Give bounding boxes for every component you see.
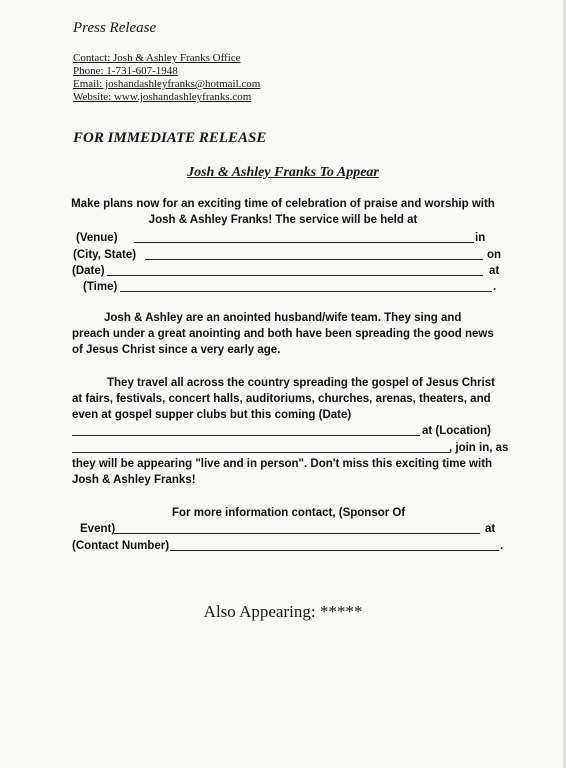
event-suffix: at — [485, 523, 496, 535]
contact-info-line: For more information contact, (Sponsor Of — [172, 507, 406, 519]
also-appearing: Also Appearing: ***** — [203, 602, 363, 621]
venue-blank-line — [134, 242, 474, 243]
date-label: (Date) — [72, 265, 105, 277]
contact-phone: Phone: 1-731-607-1948 — [73, 65, 178, 77]
contact-number-suffix: . — [500, 540, 504, 552]
location-suffix: at (Location) — [422, 425, 491, 437]
venue-suffix: in — [475, 232, 486, 244]
city-blank-line — [145, 259, 483, 260]
time-label: (Time) — [83, 281, 118, 293]
time-blank-line — [120, 291, 492, 292]
event-label: Event) — [80, 523, 116, 535]
headline: Josh & Ashley Franks To Appear — [187, 165, 379, 180]
intro-line-1: Make plans now for an exciting time of celebration of praise and worship with — [71, 198, 495, 210]
event-blank-line — [114, 533, 480, 534]
city-label: (City, State) — [73, 249, 137, 261]
contact-email: Email: joshandashleyfranks@hotmail.com — [73, 78, 261, 90]
document-title: Press Release — [73, 20, 157, 36]
para1-line-3: of Jesus Christ since a very early age. — [72, 344, 281, 356]
para2-line-1: They travel all across the country spreading the gospel of Jesus Christ — [107, 377, 495, 389]
para2-line-7: Josh & Ashley Franks! — [72, 474, 196, 486]
contact-number-label: (Contact Number) — [72, 540, 170, 552]
intro-line-2: Josh & Ashley Franks! The service will be held at — [148, 214, 418, 226]
para1-line-1: Josh & Ashley are an anointed husband/wife team. They sing and — [104, 312, 462, 324]
para2-line-2: at fairs, festivals, concert halls, auditoriums, churches, arenas, theaters, and — [72, 393, 491, 405]
release-label: FOR IMMEDIATE RELEASE — [73, 130, 267, 146]
location-fill-line — [72, 452, 450, 453]
city-suffix: on — [487, 249, 502, 261]
date-suffix: at — [489, 265, 500, 277]
venue-label: (Venue) — [76, 232, 118, 244]
para1-line-2: preach under a great anointing and both have been spreading the good news — [72, 328, 494, 340]
join-suffix: , join in, as — [449, 442, 509, 454]
para2-line-3: even at gospel supper clubs but this coming (Date) — [72, 409, 352, 421]
contact-website: Website: www.joshandashleyfranks.com — [73, 91, 252, 103]
date-fill-line — [72, 435, 420, 436]
contact-number-line — [170, 550, 499, 551]
time-suffix: . — [493, 281, 497, 293]
para2-line-6: they will be appearing "live and in person". Don't miss this exciting time with — [72, 458, 493, 470]
date-blank-line — [107, 275, 483, 276]
contact-name: Contact: Josh & Ashley Franks Office — [73, 52, 241, 64]
